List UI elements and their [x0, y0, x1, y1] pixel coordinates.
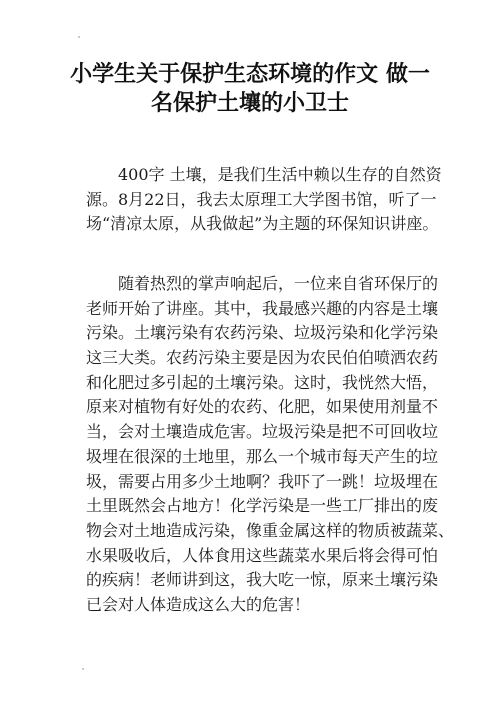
title-line-1: 小学生关于保护生态环境的作文 做一 — [70, 62, 430, 87]
paragraph-2 — [86, 272, 455, 618]
paragraph-line: 圾埋在很深的土地里，那么一个城市每天产生的垃 — [86, 446, 439, 466]
paragraph-1 — [86, 163, 442, 237]
paragraph-line: 这三大类。农药污染主要是因为农民伯伯喷洒农药 — [86, 348, 439, 368]
title-line-2: 名保护土壤的小卫士 — [150, 91, 349, 116]
paragraph-line: 的疾病！老师讲到这，我大吃一惊，原来土壤污染 — [86, 570, 439, 590]
paragraph-line: 水果吸收后，人体食用这些蔬菜水果后将会得可怕 — [86, 545, 439, 565]
paragraph-line: 原来对植物有好处的农药、化肥，如果使用剂量不 — [86, 397, 439, 417]
paragraph-line: 已会对人体造成这么大的危害！ — [86, 594, 311, 614]
paragraph-line: 场“清凉太原，从我做起”为主题的环保知识讲座。 — [86, 214, 439, 234]
paragraph-line: 老师开始了讲座。其中，我最感兴趣的内容是土壤 — [86, 298, 439, 318]
paragraph-line: 和化肥过多引起的土壤污染。这时，我恍然大悟， — [86, 372, 439, 392]
paragraph-line: 源。8月22日，我去太原理工大学图书馆，听了一 — [86, 189, 437, 209]
scan-speck — [82, 668, 84, 670]
paragraph-line: 物会对土地造成污染，像重金属这样的物质被蔬菜、 — [86, 520, 455, 540]
paragraph-line: 污染。土壤污染有农药污染、垃圾污染和化学污染 — [86, 323, 439, 343]
paragraph-line: 圾，需要占用多少土地啊？我吓了一跳！垃圾埋在 — [86, 471, 439, 491]
document-title — [40, 60, 460, 118]
scan-speck — [78, 36, 80, 38]
paragraph-line: 随着热烈的掌声响起后，一位来自省环保厅的 — [118, 274, 439, 293]
paragraph-line: 400字 土壤，是我们生活中赖以生存的自然资 — [118, 165, 442, 184]
paragraph-line: 当，会对土壤造成危害。垃圾污染是把不可回收垃 — [86, 422, 439, 442]
paragraph-line: 土里既然会占地方！化学污染是一些工厂排出的废 — [86, 496, 439, 516]
